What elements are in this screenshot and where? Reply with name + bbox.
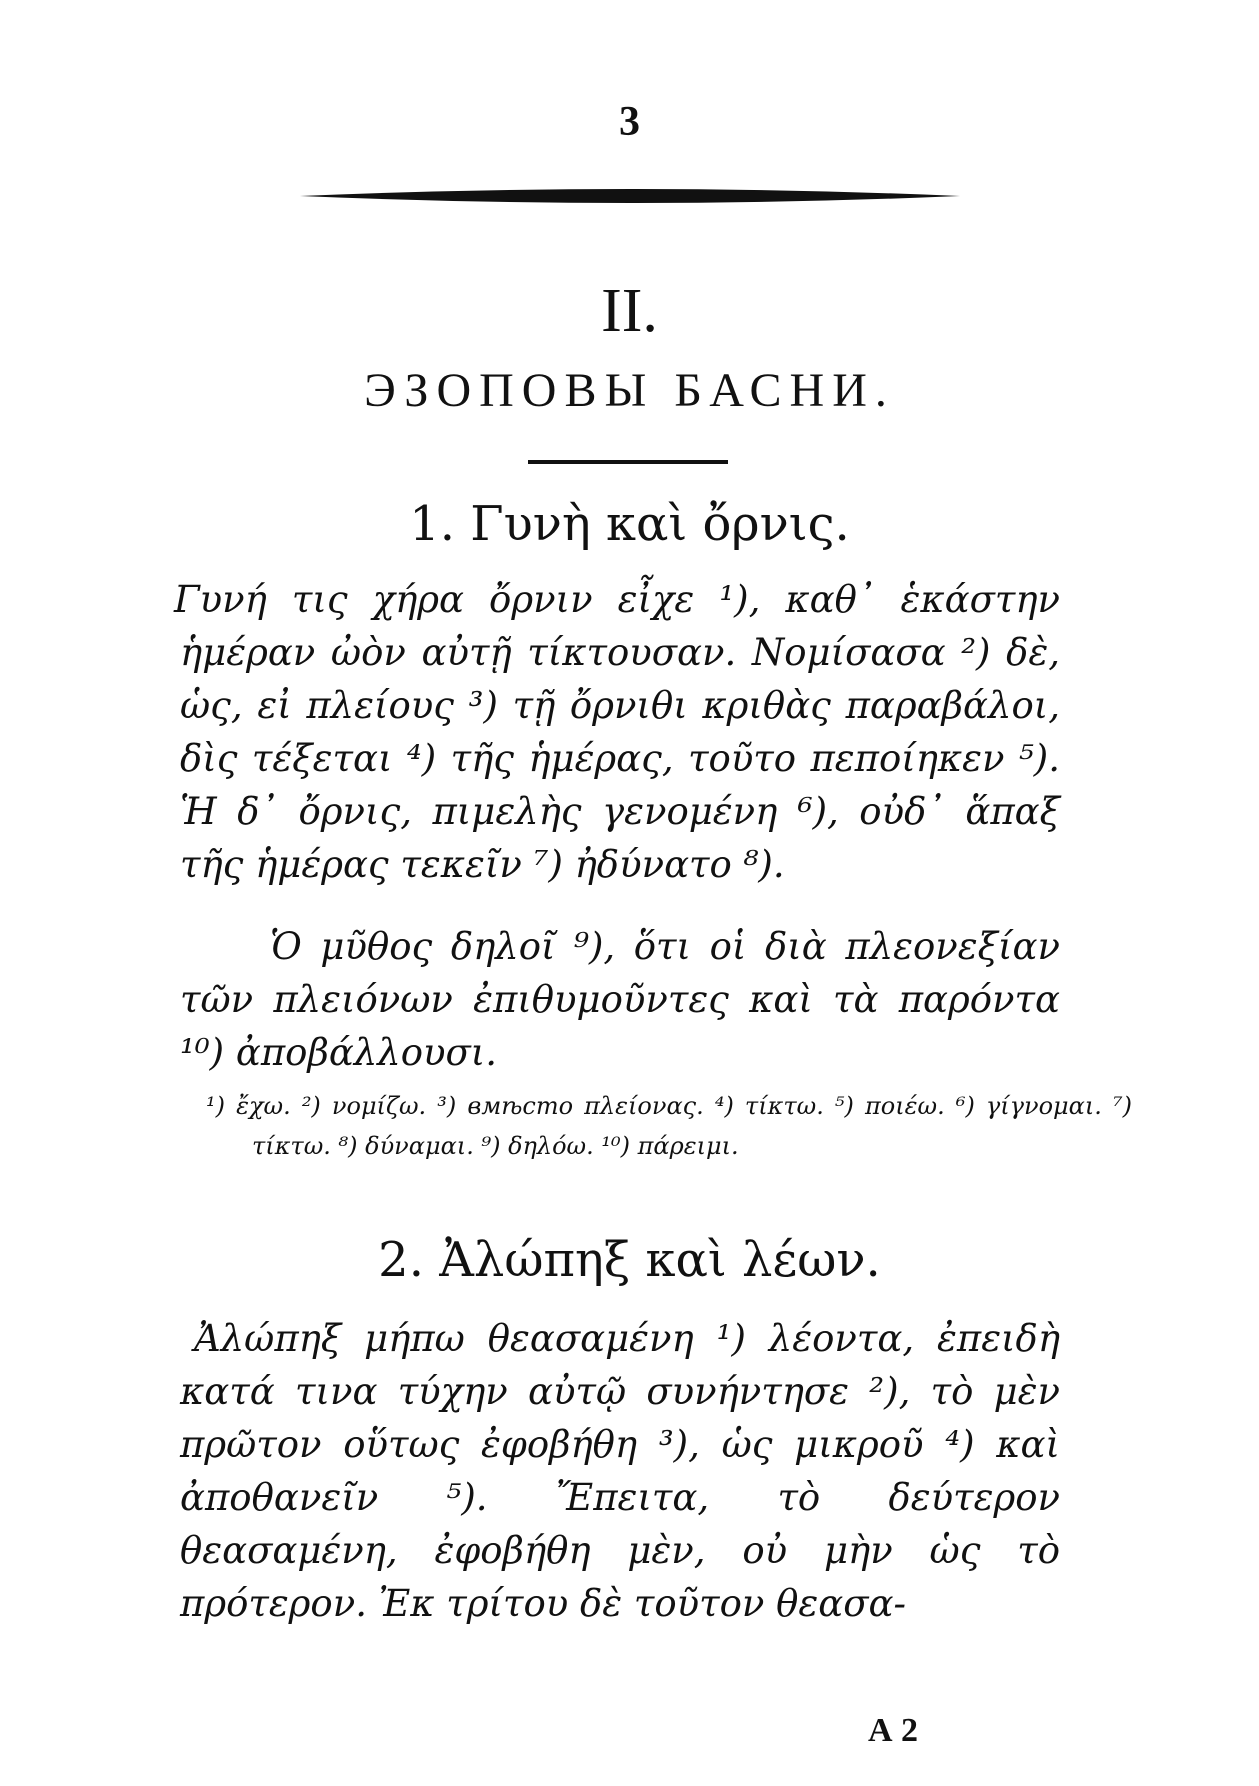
chapter-number: II. xyxy=(601,277,658,345)
section-divider xyxy=(528,460,728,464)
ornamental-rule xyxy=(300,184,960,208)
fable-2-paragraph-1: Ἀλώπηξ μήπω θεασαμένη ¹) λέοντα, ἐπειδὴ κατά τινα τύχην αὐτῷ συνήντησε ²), τὸ μὲν πρῶτον οὕτως ἐφοβήθη ³), ὡς μικροῦ ⁴) καὶ ἀποθανεῖν ⁵). Ἔπειτα, τὸ δεύτερον θεασαμένη, ἐφοβήθη μὲν, οὐ μὴν ὡς τὸ πρότερον. Ἐκ τρίτου δὲ τοῦτον θεασα- xyxy=(180,1317,1060,1625)
page-signature: А 2 xyxy=(868,1712,919,1749)
fable-2-title: 2. Ἀλώπηξ καὶ λέων. xyxy=(378,1232,881,1288)
fable-1-footnotes: ¹) ἔχω. ²) νομίζω. ³) вмѣсто πλείονας. ⁴) τίκτω. ⁵) ποιέω. ⁶) γίγνομαι. ⁷) τίκτω. ⁸) δύναμαι. ⁹) δηλόω. ¹⁰) πάρειμι. xyxy=(206,1092,1132,1160)
fable-1-paragraph-1: Γυνή τις χήρα ὄρνιν εἶχε ¹), καθ᾽ ἑκάστην ἡμέραν ὠὸν αὐτῇ τίκτουσαν. Νομίσασα ²) δὲ, ὡς, εἰ πλείους ³) τῇ ὄρνιθι κριθὰς παραβάλοι, δὶς τέξεται ⁴) τῆς ἡμέρας, τοῦτο πεποίηκεν ⁵). Ἡ δ᾽ ὄρνις, πιμελὴς γενομένη ⁶), οὐδ᾽ ἅπαξ τῆς ἡμέρας τεκεῖν ⁷) ἠδύνατο ⁸). xyxy=(174,578,1060,886)
fable-1-title: 1. Γυνὴ καὶ ὄρνις. xyxy=(409,496,850,552)
chapter-title: ЭЗОПОВЫ БАСНИ. xyxy=(364,364,895,417)
page-number: 3 xyxy=(619,99,640,145)
fable-1-moral: Ὁ μῦθος δηλοῖ ⁹), ὅτι οἱ διὰ πλεονεξίαν τῶν πλειόνων ἐπιθυμοῦντες καὶ τὰ παρόντα ¹⁰) ἀποβάλλουσι. xyxy=(180,925,1060,1074)
